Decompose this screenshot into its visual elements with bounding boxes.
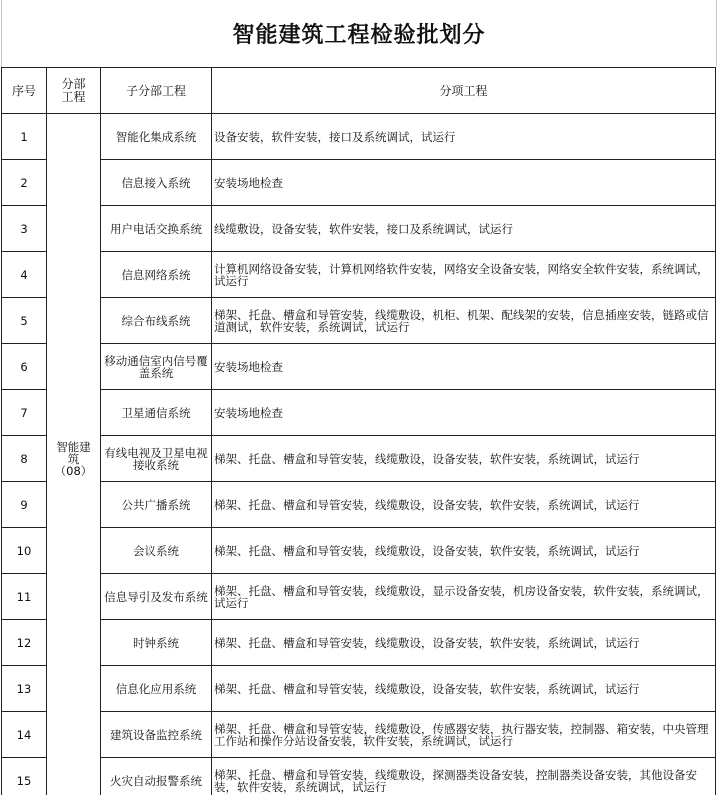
table-row bbox=[2, 620, 716, 666]
row-number[interactable]: 11 bbox=[2, 574, 47, 620]
header-no: 序号 bbox=[2, 68, 47, 114]
subdivision-cell[interactable]: 公共广播系统 bbox=[101, 482, 212, 528]
items-cell[interactable]: 梯架、托盘、槽盒和导管安装，线缆敷设，显示设备安装，机房设备安装，软件安装，系统调试，试运行 bbox=[212, 574, 716, 620]
division-name: 智能建筑 bbox=[56, 439, 91, 466]
row-number[interactable]: 5 bbox=[2, 298, 47, 344]
items-cell[interactable]: 梯架、托盘、槽盒和导管安装，线缆敷设，设备安装，软件安装，系统调试，试运行 bbox=[212, 528, 716, 574]
row-number[interactable]: 15 bbox=[2, 758, 47, 795]
subdivision-cell[interactable]: 智能化集成系统 bbox=[101, 114, 212, 160]
subdivision-cell[interactable]: 信息接入系统 bbox=[101, 160, 212, 206]
division-cell[interactable] bbox=[47, 114, 101, 795]
table-row bbox=[2, 574, 716, 620]
items-cell[interactable]: 梯架、托盘、槽盒和导管安装，线缆敷设，机柜、机架、配线架的安装，信息插座安装，链路或信道测试，软件安装，系统调试，试运行 bbox=[212, 298, 716, 344]
items-cell[interactable]: 梯架、托盘、槽盒和导管安装，线缆敷设，设备安装，软件安装，系统调试，试运行 bbox=[212, 436, 716, 482]
table-row bbox=[2, 758, 716, 795]
subdivision-cell[interactable]: 信息化应用系统 bbox=[101, 666, 212, 712]
items-cell[interactable]: 安装场地检查 bbox=[212, 344, 716, 390]
items-cell[interactable]: 设备安装，软件安装，接口及系统调试，试运行 bbox=[212, 114, 716, 160]
items-cell[interactable]: 线缆敷设，设备安装，软件安装，接口及系统调试，试运行 bbox=[212, 206, 716, 252]
row-number[interactable]: 13 bbox=[2, 666, 47, 712]
table-row bbox=[2, 114, 716, 160]
row-number[interactable]: 8 bbox=[2, 436, 47, 482]
row-number[interactable]: 4 bbox=[2, 252, 47, 298]
subdivision-cell[interactable]: 有线电视及卫星电视接收系统 bbox=[101, 436, 212, 482]
header-row bbox=[2, 68, 716, 114]
row-number[interactable]: 10 bbox=[2, 528, 47, 574]
row-number[interactable]: 6 bbox=[2, 344, 47, 390]
items-cell[interactable]: 安装场地检查 bbox=[212, 160, 716, 206]
row-number[interactable]: 12 bbox=[2, 620, 47, 666]
row-number[interactable]: 2 bbox=[2, 160, 47, 206]
items-cell[interactable]: 梯架、托盘、槽盒和导管安装，线缆敷设，设备安装，软件安装，系统调试，试运行 bbox=[212, 620, 716, 666]
table-row bbox=[2, 252, 716, 298]
table-row bbox=[2, 712, 716, 758]
row-number[interactable]: 1 bbox=[2, 114, 47, 160]
row-number[interactable]: 3 bbox=[2, 206, 47, 252]
items-cell[interactable]: 安装场地检查 bbox=[212, 390, 716, 436]
inspection-table bbox=[1, 67, 716, 795]
subdivision-cell[interactable]: 用户电话交换系统 bbox=[101, 206, 212, 252]
subdivision-cell[interactable]: 建筑设备监控系统 bbox=[101, 712, 212, 758]
table-row bbox=[2, 482, 716, 528]
table-row bbox=[2, 528, 716, 574]
items-cell[interactable]: 梯架、托盘、槽盒和导管安装，线缆敷设，探测器类设备安装，控制器类设备安装，其他设备安装，软件安装，系统调试，试运行 bbox=[212, 758, 716, 795]
subdivision-cell[interactable]: 综合布线系统 bbox=[101, 298, 212, 344]
table-row bbox=[2, 436, 716, 482]
table-row bbox=[2, 160, 716, 206]
subdivision-cell[interactable]: 移动通信室内信号覆盖系统 bbox=[101, 344, 212, 390]
table-row bbox=[2, 666, 716, 712]
row-number[interactable]: 14 bbox=[2, 712, 47, 758]
subdivision-cell[interactable]: 卫星通信系统 bbox=[101, 390, 212, 436]
division-code: （08） bbox=[54, 463, 93, 478]
header-items: 分项工程 bbox=[212, 68, 716, 114]
items-cell[interactable]: 梯架、托盘、槽盒和导管安装，线缆敷设，设备安装，软件安装，系统调试，试运行 bbox=[212, 666, 716, 712]
header-division: 分部工程 bbox=[47, 68, 101, 114]
sheet-title: 智能建筑工程检验批划分 bbox=[1, 0, 717, 67]
row-number[interactable]: 9 bbox=[2, 482, 47, 528]
table-row bbox=[2, 390, 716, 436]
items-cell[interactable]: 梯架、托盘、槽盒和导管安装，线缆敷设，设备安装，软件安装，系统调试，试运行 bbox=[212, 482, 716, 528]
subdivision-cell[interactable]: 时钟系统 bbox=[101, 620, 212, 666]
items-cell[interactable]: 梯架、托盘、槽盒和导管安装，线缆敷设，传感器安装，执行器安装，控制器、箱安装，中央管理工作站和操作分站设备安装，软件安装，系统调试，试运行 bbox=[212, 712, 716, 758]
subdivision-cell[interactable]: 火灾自动报警系统 bbox=[101, 758, 212, 795]
subdivision-cell[interactable]: 信息网络系统 bbox=[101, 252, 212, 298]
row-number[interactable]: 7 bbox=[2, 390, 47, 436]
table-row bbox=[2, 298, 716, 344]
items-cell[interactable]: 计算机网络设备安装，计算机网络软件安装，网络安全设备安装，网络安全软件安装，系统调试，试运行 bbox=[212, 252, 716, 298]
table-row bbox=[2, 206, 716, 252]
header-subdivision: 子分部工程 bbox=[101, 68, 212, 114]
subdivision-cell[interactable]: 会议系统 bbox=[101, 528, 212, 574]
table-row bbox=[2, 344, 716, 390]
subdivision-cell[interactable]: 信息导引及发布系统 bbox=[101, 574, 212, 620]
